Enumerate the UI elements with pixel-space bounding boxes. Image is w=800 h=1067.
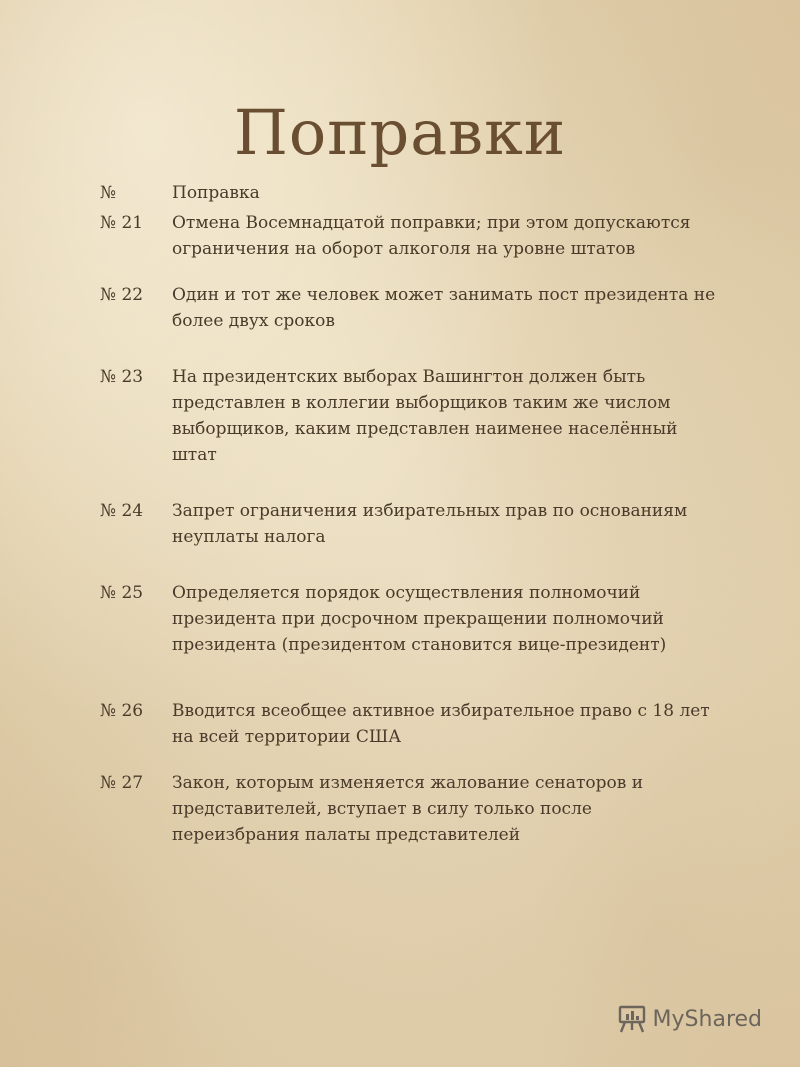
- table-header-row: [100, 180, 720, 206]
- amendment-number: № 25: [100, 583, 144, 603]
- amendment-text: Закон, которым изменяется жалование сенаторов и представителей, вступает в силу только после переизбрания палаты представителей: [172, 773, 644, 845]
- header-number: №: [100, 183, 117, 203]
- amendments-table: [100, 180, 720, 848]
- amendment-text: Вводится всеобщее активное избирательное право с 18 лет на всей территории США: [172, 701, 710, 747]
- header-amendment: Поправка: [172, 183, 260, 203]
- amendment-number: № 27: [100, 773, 144, 793]
- table-row: [100, 364, 720, 468]
- table-row: [100, 698, 720, 750]
- presentation-board-icon: [617, 1005, 647, 1033]
- table-row: [100, 282, 720, 334]
- amendment-number: № 22: [100, 285, 144, 305]
- amendment-text: Запрет ограничения избирательных прав по основаниям неуплаты налога: [172, 501, 688, 547]
- table-row: [100, 580, 720, 658]
- amendment-text: Отмена Восемнадцатой поправки; при этом допускаются ограничения на оборот алкоголя на уровне штатов: [172, 213, 691, 259]
- amendment-number: № 23: [100, 367, 144, 387]
- amendment-text: Определяется порядок осуществления полномочий президента при досрочном прекращении полномочий президента (президентом становится вице-президент): [172, 583, 667, 655]
- table-row: [100, 498, 720, 550]
- watermark: [617, 1005, 762, 1033]
- page-title: Поправки: [233, 96, 567, 169]
- table-row: [100, 210, 720, 262]
- amendment-text: На президентских выборах Вашингтон должен быть представлен в коллегии выборщиков таким же числом выборщиков, каким представлен наименее населённый штат: [172, 367, 678, 465]
- watermark-label: MyShared: [652, 1006, 762, 1032]
- amendment-number: № 21: [100, 213, 144, 233]
- table-row: [100, 770, 720, 848]
- amendment-number: № 24: [100, 501, 144, 521]
- amendment-text: Один и тот же человек может занимать пост президента не более двух сроков: [172, 285, 716, 331]
- amendment-number: № 26: [100, 701, 144, 721]
